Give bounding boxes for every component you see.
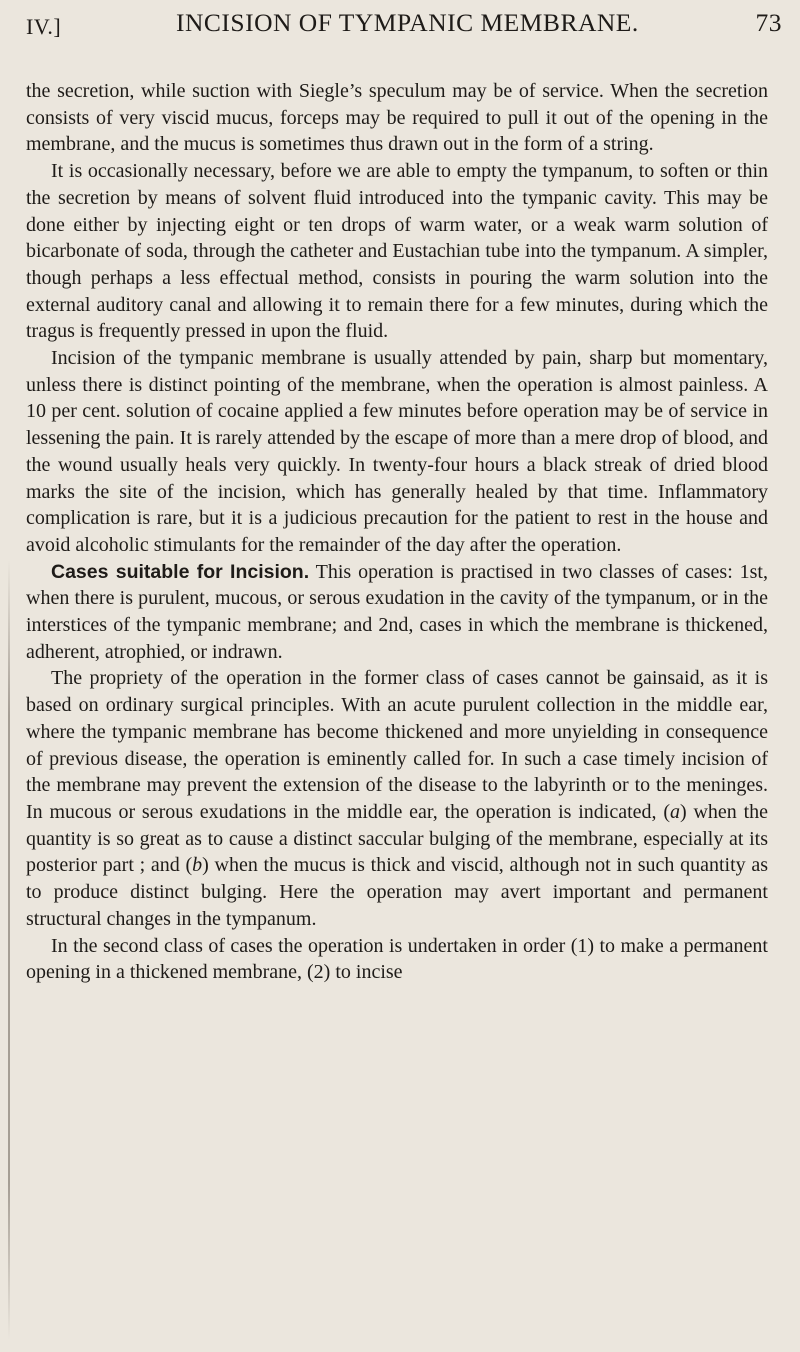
paragraph-propriety <box>26 665 768 932</box>
paragraph-propriety-text-1: The propriety of the operation in the former class of cases cannot be gainsaid, as it is based on ordinary surgical principles. With an acute purulent collection in the middle ear, where the tympanic membrane has become thickened and more unyielding in consequence of previous disease, the operation is eminently called for. In such a case timely incision of the membrane may prevent the extension of the disease to the labyrinth or to the meninges. In mucous or serous exudations in the middle ear, the operation is indicated, ( <box>26 667 768 823</box>
section-text: This operation is practised in two classes of cases: 1st, when there is purulent, mucous, or serous exudation in the cavity of the tympanum, or in the interstices of the tympanic membrane; and 2nd, cases in which the membrane is thickened, adherent, atrophied, or indrawn. <box>26 560 768 663</box>
paragraph-continued: the secretion, while suction with Siegle’s speculum may be of service. When the secretion consists of very viscid mucus, forceps may be required to pull it out of the opening in the membrane, and the mucus is sometimes thus drawn out in the form of a string. <box>26 80 768 156</box>
body-text <box>26 78 768 986</box>
chapter-number: IV.] <box>26 14 62 39</box>
paragraph-cases-suitable <box>26 559 768 666</box>
paragraph-propriety-text-2: ) when the quantity is so great as to cause a distinct saccular bulging of the membrane, especially at its posterior part ; and ( <box>26 800 768 877</box>
paragraph-second-class: In the second class of cases the operation is undertaken in order (1) to make a permanent opening in a thickened membrane, (2) to incise <box>26 934 768 984</box>
page-number: 73 <box>755 8 782 37</box>
running-head <box>26 6 782 46</box>
scan-shadow-edge <box>8 560 10 1340</box>
marker-b: b <box>192 854 203 877</box>
section-heading: Cases suitable for Incision. <box>51 560 310 583</box>
paragraph-incision-pain: Incision of the tympanic membrane is usually attended by pain, sharp but momentary, unless there is distinct pointing of the membrane, when the operation is almost painless. A 10 per cent. solution of cocaine applied a few minutes before operation may be of service in lessening the pain. It is rarely attended by the escape of more than a mere drop of blood, and the wound usually heals very quickly. In twenty-four hours a black streak of dried blood marks the site of the incision, which has generally healed by that time. Inflammatory complication is rare, but it is a judicious precaution for the patient to rest in the house and avoid alcoholic stimulants for the remainder of the day after the operation. <box>26 347 768 556</box>
paragraph-solvent-fluid: It is occasionally necessary, before we are able to empty the tympanum, to soften or thin the secretion by means of solvent fluid introduced into the tympanic cavity. This may be done either by injecting eight or ten drops of warm water, or a weak warm solution of bicarbonate of soda, through the catheter and Eustachian tube into the tympanum. A simpler, though perhaps a less effectual method, consists in pouring the warm solution into the external auditory canal and allowing it to remain there for a few minutes, during which the tragus is frequently pressed in upon the fluid. <box>26 160 768 343</box>
running-title: INCISION OF TYMPANIC MEMBRANE. <box>176 8 639 37</box>
paragraph-propriety-text-3: ) when the mucus is thick and viscid, although not in such quantity as to produce distinct bulging. Here the operation may avert important and permanent structural changes in the tympanum. <box>26 854 768 930</box>
marker-a: a <box>670 800 680 823</box>
